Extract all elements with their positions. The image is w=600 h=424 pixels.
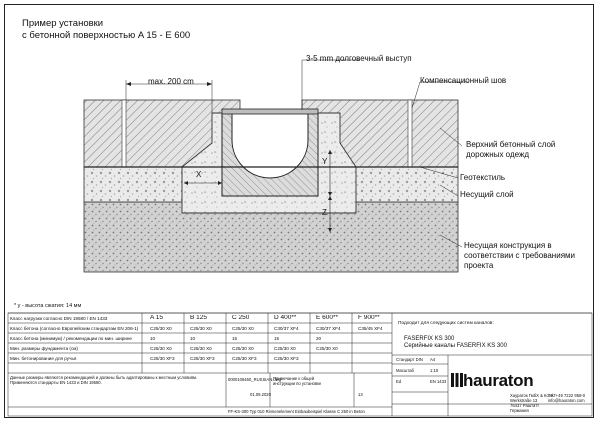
top-layer-label-line-1: Верхний бетонный слой [466,140,556,149]
table-cell: B 125 [190,315,207,321]
support-label-line-3: проекта [464,261,494,270]
table-cell: C25/30 X0 [150,346,172,351]
table-cell: A 15 [150,315,164,321]
table-cell: C30/37 XF4 [274,326,299,331]
support-label [464,241,575,271]
table-row-label: Класс нагрузки согласно DIN 19580 / EN 1433 [10,316,108,321]
joint-label: Компенсационный шов [420,76,507,85]
system-note: FF-KS-300 Typ 010 Rinnenelement Einbaubeispiel Klasse C 250 in Beton [228,409,365,414]
table-cell: C25/30 X0 [232,346,254,351]
table-cell: C25/30 XF3 [232,356,257,361]
remark-line-1: Примечание к общей [273,376,315,381]
table-footer-note: Данные размеры являются рекомендацией и должны быть адаптированы к местным условиям. Применяются стандарты EN 1433 и DIN 19580. [10,375,198,385]
overhang-label: 3-5 mm долговечный выступ [306,54,412,63]
table-cell: C25/30 X0 [274,346,296,351]
top-layer-label [466,140,555,160]
table-cell: F 900** [358,315,380,321]
table-cell: 20 [316,336,322,341]
doc-code: 0000106460_RUSSIAN.dwg [228,377,282,382]
title-line-2: с бетонной поверхностью A 15 - E 600 [22,30,191,41]
table-cell: E 600** [316,315,339,321]
table-cell: C25/30 XF3 [150,356,175,361]
support-label-line-1: Несущая конструкция в [464,241,552,250]
dimension-label: max. 200 cm [148,77,194,86]
table-cell: C25/30 X0 [316,346,338,351]
page-number: 13 [358,392,363,397]
right-row-key: Стандарт DIN [396,357,423,362]
right-row-value: 1:10 [430,368,439,373]
table-cell: C25/30 X0 [190,346,212,351]
remark-line-2: инструкции по установке [273,381,322,386]
right-row-key: Масштаб [396,368,414,373]
address-4: Германия [510,408,529,413]
doc-date: 01.09.2020 [250,392,271,397]
dim-y-label: Y [322,157,328,166]
right-row-value: EN 1433 [430,379,447,384]
table-cell: 10 [190,336,196,341]
table-cell: C25/30 X0 [232,326,254,331]
dim-z-label: Z [322,208,327,217]
table-row-label: Класс бетона (согласно Европейским стандартам EN 206-1) [10,326,139,331]
bearing-label: Несущий слой [460,190,514,199]
table-row-label: Класс бетона (минимум) / рекомендации по мин. ширине [10,336,132,341]
table-cell: 15 [274,336,280,341]
geotextile-label: Геотекстиль [460,173,506,182]
table-cell: C 250 [232,315,250,321]
address-3: 76437 Раштатт [510,403,540,408]
address-2: Werkstraße 13 [510,398,538,403]
phone: Tel. +49 7222 958-0 [548,393,586,398]
joint-left [122,100,126,167]
grate [222,109,318,114]
hauraton-logo-text: hauraton [463,371,534,390]
right-block-header: Подходит для следующих систем каналов: [398,321,494,326]
address-1: Хаураток ГмбХ & Ко. КГ [510,393,556,398]
right-row-value: A4 [430,357,436,362]
table-cell: 15 [232,336,238,341]
table-row-label: Мин. бетонирование для ручья [10,356,77,361]
right-row-key: Ed [396,379,402,384]
table-cell: C25/30 X0 [190,326,212,331]
dim-x-label: X [196,170,202,179]
table-cell: C25/30 XF3 [274,356,299,361]
product-2: Серийные каналы FASERFIX KS 300 [404,343,507,349]
footnote: * у - высота сжатия: 14 мм [14,303,82,309]
table-cell: C25/30 X0 [150,326,172,331]
table-cell: 10 [150,336,156,341]
table-cell: C35/45 XF4 [358,326,383,331]
title-line-1: Пример установки [22,18,104,29]
joint-right [408,100,412,167]
hauraton-logo-icon [451,372,463,388]
table-cell: C30/37 XF4 [316,326,341,331]
product-1: FASERFIX KS 300 [404,336,455,342]
top-layer-label-line-2: дорожных одежд [466,150,529,159]
table-cell: D 400** [274,315,297,321]
support-label-line-2: соответствии с требованиями [464,251,575,260]
table-cell: C25/30 XF3 [190,356,215,361]
email: info@hauraton.com [548,398,585,403]
table-row-label: Мин. размеры фундамента (см) [10,346,78,351]
